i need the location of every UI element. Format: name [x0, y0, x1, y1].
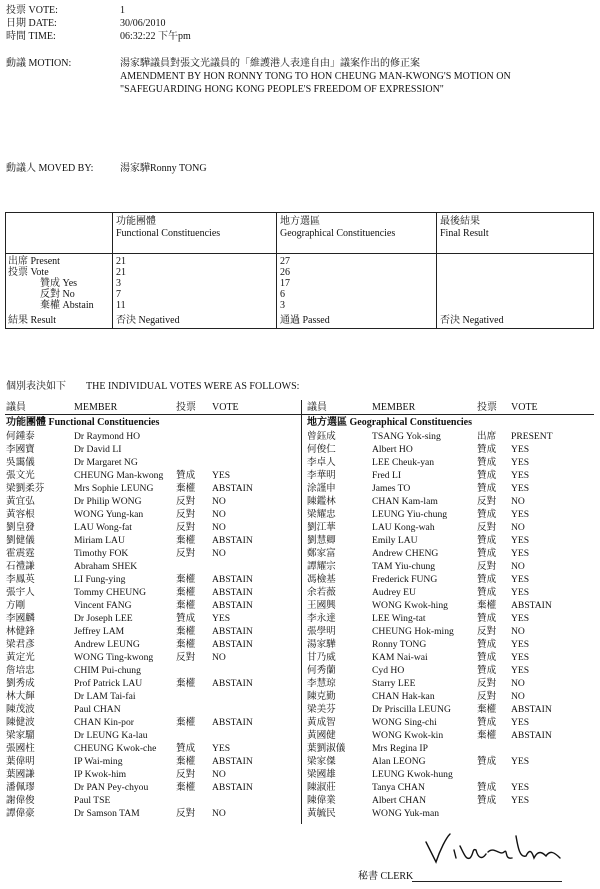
member-name-en: CHAN Kam-lam: [372, 496, 438, 507]
vote-zh: 反對: [477, 626, 497, 637]
member-name-en: TAM Yiu-chung: [372, 561, 436, 572]
motion-title-en-1: AMENDMENT BY HON RONNY TONG TO HON CHEUNG MAN-KWONG'S MOTION ON: [120, 71, 511, 82]
member-name-zh: 李慧琼: [307, 678, 336, 689]
vote-en: YES: [511, 535, 530, 546]
vote-zh: 棄權: [477, 600, 497, 611]
vote-en: YES: [511, 782, 530, 793]
vote-en: ABSTAIN: [511, 600, 552, 611]
member-name-en: WONG Sing-chi: [372, 717, 437, 728]
vote-zh: 棄權: [176, 587, 196, 598]
member-name-zh: 張學明: [307, 626, 336, 637]
vote-en: NO: [212, 652, 226, 663]
member-name-zh: 方剛: [6, 600, 26, 611]
vote-zh: 贊成: [477, 717, 497, 728]
member-name-en: Jeffrey LAM: [74, 626, 125, 637]
vote-zh: 反對: [477, 522, 497, 533]
member-name-en: LEUNG Kwok-hung: [372, 769, 453, 780]
row-vote-label: 投票 Vote: [8, 267, 49, 278]
member-name-en: LAU Kong-wah: [372, 522, 435, 533]
vote-en: YES: [212, 470, 231, 481]
vote-zh: 贊成: [176, 470, 196, 481]
motion-label: 動議 MOTION:: [6, 58, 72, 69]
fc-col-member-en: MEMBER: [74, 402, 118, 413]
row-yes-gc: 17: [280, 278, 290, 289]
member-name-en: Prof Patrick LAU: [74, 678, 143, 689]
row-result-label: 結果 Result: [8, 315, 57, 326]
member-name-en: Abraham SHEK: [74, 561, 138, 572]
col-final-zh: 最後結果: [440, 216, 480, 227]
vote-zh: 棄權: [477, 730, 497, 741]
vote-en: ABSTAIN: [511, 730, 552, 741]
member-name-en: CHEUNG Kwok-che: [74, 743, 157, 754]
row-vote-fc: 21: [116, 267, 126, 278]
member-name-en: WONG Ting-kwong: [74, 652, 154, 663]
row-no-gc: 6: [280, 289, 285, 300]
member-name-zh: 梁國雄: [307, 769, 336, 780]
vote-en: YES: [511, 639, 530, 650]
member-name-en: Andrew CHENG: [372, 548, 439, 559]
member-name-zh: 梁家傑: [307, 756, 336, 767]
vote-zh: 反對: [176, 509, 196, 520]
member-name-zh: 林健鋒: [6, 626, 35, 637]
member-name-en: CHEUNG Man-kwong: [74, 470, 164, 481]
vote-zh: 反對: [477, 561, 497, 572]
member-name-en: LEE Cheuk-yan: [372, 457, 435, 468]
member-name-en: Frederick FUNG: [372, 574, 438, 585]
gc-col-vote-zh: 投票: [477, 402, 497, 413]
member-name-zh: 余若薇: [307, 587, 336, 598]
member-name-zh: 吳靄儀: [6, 457, 35, 468]
vote-zh: 贊成: [477, 652, 497, 663]
member-name-en: Albert HO: [372, 444, 413, 455]
vote-en: YES: [511, 457, 530, 468]
vote-en: YES: [511, 587, 530, 598]
member-name-zh: 謝偉俊: [6, 795, 35, 806]
row-present-fc: 21: [116, 256, 126, 267]
vote-zh: 反對: [176, 808, 196, 819]
member-name-zh: 梁君彥: [6, 639, 35, 650]
member-name-zh: 葉國謙: [6, 769, 35, 780]
row-result-final: 否決 Negatived: [440, 315, 504, 326]
mover-value: 湯家驊Ronny TONG: [120, 163, 207, 174]
vote-en: NO: [212, 548, 226, 559]
member-name-zh: 陳偉業: [307, 795, 336, 806]
vote-en: ABSTAIN: [212, 717, 253, 728]
motion-title-en-2: "SAFEGUARDING HONG KONG PEOPLE'S FREEDOM OF EXPRESSION": [120, 84, 444, 95]
col-final-en: Final Result: [440, 228, 489, 239]
member-name-en: LAU Wong-fat: [74, 522, 132, 533]
row-abstain-fc: 11: [116, 300, 126, 311]
member-name-zh: 黃國健: [307, 730, 336, 741]
member-name-en: Dr PAN Pey-chyou: [74, 782, 149, 793]
fc-section-title: 功能團體 Functional Constituencies: [6, 417, 160, 428]
vote-zh: 反對: [176, 496, 196, 507]
member-name-zh: 李永達: [307, 613, 336, 624]
member-name-zh: 陳茂波: [6, 704, 35, 715]
vote-zh: 棄權: [176, 639, 196, 650]
vote-en: YES: [511, 795, 530, 806]
row-yes-label: 贊成 Yes: [40, 278, 78, 289]
clerk-label: 秘書 CLERK: [358, 871, 414, 882]
member-name-en: CHAN Hak-kan: [372, 691, 435, 702]
vote-zh: 棄權: [176, 626, 196, 637]
member-name-en: Ronny TONG: [372, 639, 427, 650]
member-name-en: Alan LEONG: [372, 756, 426, 767]
vote-en: NO: [511, 691, 525, 702]
vote-label: 投票 VOTE:: [6, 5, 58, 16]
vote-zh: 贊成: [477, 444, 497, 455]
vote-en: ABSTAIN: [212, 639, 253, 650]
vote-zh: 棄權: [176, 574, 196, 585]
member-name-zh: 李鳳英: [6, 574, 35, 585]
vote-en: ABSTAIN: [212, 626, 253, 637]
member-name-en: Emily LAU: [372, 535, 418, 546]
member-name-en: Dr Priscilla LEUNG: [372, 704, 451, 715]
clerk-signature: [420, 828, 570, 868]
vote-en: YES: [212, 743, 231, 754]
row-no-label: 反對 No: [40, 289, 75, 300]
vote-en: ABSTAIN: [511, 704, 552, 715]
vote-en: ABSTAIN: [212, 483, 253, 494]
vote-en: YES: [511, 509, 530, 520]
member-name-en: Dr Philip WONG: [74, 496, 142, 507]
date-value: 30/06/2010: [120, 18, 166, 29]
member-name-zh: 詹培忠: [6, 665, 35, 676]
vote-value: 1: [120, 5, 125, 16]
member-name-en: Dr LAM Tai-fai: [74, 691, 136, 702]
vote-zh: 反對: [176, 769, 196, 780]
vote-en: YES: [511, 756, 530, 767]
member-name-zh: 李卓人: [307, 457, 336, 468]
vote-en: YES: [511, 613, 530, 624]
vote-en: NO: [511, 496, 525, 507]
member-name-zh: 梁劉柔芬: [6, 483, 45, 494]
vote-en: NO: [511, 561, 525, 572]
member-name-en: Mrs Regina IP: [372, 743, 428, 754]
vote-zh: 棄權: [176, 535, 196, 546]
row-no-fc: 7: [116, 289, 121, 300]
member-name-en: Audrey EU: [372, 587, 416, 598]
vote-zh: 棄權: [176, 600, 196, 611]
vote-zh: 反對: [477, 678, 497, 689]
vote-en: NO: [212, 522, 226, 533]
member-name-en: CHEUNG Hok-ming: [372, 626, 454, 637]
vote-zh: 贊成: [477, 613, 497, 624]
motion-title-zh: 湯家驊議員對張文光議員的「維護港人表達自由」議案作出的修正案: [120, 58, 420, 69]
vote-zh: 贊成: [477, 548, 497, 559]
vote-zh: 贊成: [477, 756, 497, 767]
member-name-en: Paul CHAN: [74, 704, 121, 715]
row-abstain-gc: 3: [280, 300, 285, 311]
member-name-zh: 葉偉明: [6, 756, 35, 767]
member-name-zh: 黃宜弘: [6, 496, 35, 507]
member-name-zh: 張文光: [6, 470, 35, 481]
vote-en: YES: [511, 548, 530, 559]
member-name-zh: 陳鑑林: [307, 496, 336, 507]
member-name-en: CHIM Pui-chung: [74, 665, 141, 676]
vote-en: YES: [511, 574, 530, 585]
member-name-zh: 黃容根: [6, 509, 35, 520]
member-name-en: WONG Kwok-hing: [372, 600, 448, 611]
mover-label: 動議人 MOVED BY:: [6, 163, 94, 174]
member-name-zh: 甘乃威: [307, 652, 336, 663]
time-label: 時間 TIME:: [6, 31, 56, 42]
vote-en: NO: [511, 522, 525, 533]
member-name-en: Dr LEUNG Ka-lau: [74, 730, 148, 741]
member-name-en: Fred LI: [372, 470, 402, 481]
member-name-en: KAM Nai-wai: [372, 652, 428, 663]
member-name-en: Andrew LEUNG: [74, 639, 140, 650]
member-name-zh: 霍震霆: [6, 548, 35, 559]
col-gc-en: Geographical Constituencies: [280, 228, 396, 239]
member-name-zh: 陳健波: [6, 717, 35, 728]
member-name-zh: 鄭家富: [307, 548, 336, 559]
member-name-zh: 譚耀宗: [307, 561, 336, 572]
row-abstain-label: 棄權 Abstain: [40, 300, 94, 311]
member-name-zh: 馮檢基: [307, 574, 336, 585]
member-name-en: Cyd HO: [372, 665, 405, 676]
vote-zh: 贊成: [477, 470, 497, 481]
member-name-zh: 潘佩璆: [6, 782, 35, 793]
col-gc-zh: 地方選區: [280, 216, 320, 227]
member-name-en: Tanya CHAN: [372, 782, 425, 793]
member-name-zh: 何俊仁: [307, 444, 336, 455]
member-name-en: WONG Kwok-kin: [372, 730, 444, 741]
vote-zh: 贊成: [477, 535, 497, 546]
member-name-zh: 陳克勤: [307, 691, 336, 702]
row-vote-gc: 26: [280, 267, 290, 278]
vote-en: YES: [511, 444, 530, 455]
member-name-en: TSANG Yok-sing: [372, 431, 441, 442]
gc-col-vote-en: VOTE: [511, 402, 538, 413]
member-name-en: Dr Samson TAM: [74, 808, 140, 819]
member-name-zh: 石禮謙: [6, 561, 35, 572]
vote-en: ABSTAIN: [212, 574, 253, 585]
member-name-zh: 陳淑莊: [307, 782, 336, 793]
vote-zh: 棄權: [176, 756, 196, 767]
member-name-zh: 李國麟: [6, 613, 35, 624]
vote-en: ABSTAIN: [212, 600, 253, 611]
member-name-zh: 李華明: [307, 470, 336, 481]
member-name-en: WONG Yung-kan: [74, 509, 144, 520]
member-name-en: Starry LEE: [372, 678, 416, 689]
member-name-en: Dr Raymond HO: [74, 431, 141, 442]
member-name-zh: 葉劉淑儀: [307, 743, 346, 754]
vote-zh: 棄權: [477, 704, 497, 715]
fc-col-vote-zh: 投票: [176, 402, 196, 413]
member-name-en: Vincent FANG: [74, 600, 132, 611]
vote-en: NO: [212, 808, 226, 819]
member-name-zh: 譚偉豪: [6, 808, 35, 819]
vote-zh: 棄權: [176, 717, 196, 728]
fc-col-vote-en: VOTE: [212, 402, 239, 413]
vote-zh: 贊成: [176, 743, 196, 754]
vote-en: NO: [212, 496, 226, 507]
vote-zh: 反對: [176, 522, 196, 533]
member-name-zh: 黃毓民: [307, 808, 336, 819]
vote-zh: 反對: [176, 652, 196, 663]
vote-en: YES: [511, 717, 530, 728]
col-fc-zh: 功能團體: [116, 216, 156, 227]
member-name-zh: 黃成智: [307, 717, 336, 728]
vote-en: YES: [511, 652, 530, 663]
member-name-zh: 劉皇發: [6, 522, 35, 533]
vote-en: NO: [511, 678, 525, 689]
member-name-en: Dr David LI: [74, 444, 122, 455]
member-name-zh: 梁美芬: [307, 704, 336, 715]
member-name-en: WONG Yuk-man: [372, 808, 440, 819]
member-name-en: LEE Wing-tat: [372, 613, 426, 624]
vote-en: YES: [511, 470, 530, 481]
vote-zh: 贊成: [477, 639, 497, 650]
row-present-label: 出席 Present: [8, 256, 60, 267]
vote-zh: 贊成: [176, 613, 196, 624]
vote-zh: 贊成: [477, 483, 497, 494]
member-name-en: Tommy CHEUNG: [74, 587, 147, 598]
vote-en: ABSTAIN: [212, 535, 253, 546]
vote-zh: 贊成: [477, 457, 497, 468]
member-name-zh: 何秀蘭: [307, 665, 336, 676]
vote-zh: 反對: [176, 548, 196, 559]
member-name-en: Dr Margaret NG: [74, 457, 138, 468]
summary-table: [5, 212, 594, 329]
vote-zh: 贊成: [477, 509, 497, 520]
member-name-zh: 劉慧卿: [307, 535, 336, 546]
member-name-zh: 張宇人: [6, 587, 35, 598]
member-name-zh: 張國柱: [6, 743, 35, 754]
vote-en: NO: [212, 509, 226, 520]
member-name-zh: 何鍾泰: [6, 431, 35, 442]
row-yes-fc: 3: [116, 278, 121, 289]
vote-en: YES: [212, 613, 231, 624]
member-name-en: LEUNG Yiu-chung: [372, 509, 448, 520]
gc-col-member-zh: 議員: [307, 402, 327, 413]
vote-en: NO: [212, 769, 226, 780]
member-name-zh: 曾鈺成: [307, 431, 336, 442]
vote-en: YES: [511, 665, 530, 676]
member-name-en: Paul TSE: [74, 795, 111, 806]
member-name-zh: 湯家驊: [307, 639, 336, 650]
vote-en: YES: [511, 483, 530, 494]
vote-en: NO: [511, 626, 525, 637]
member-name-en: IP Wai-ming: [74, 756, 123, 767]
member-name-zh: 劉江華: [307, 522, 336, 533]
member-name-zh: 李國寶: [6, 444, 35, 455]
vote-zh: 贊成: [477, 795, 497, 806]
member-name-zh: 王國興: [307, 600, 336, 611]
vote-zh: 棄權: [176, 782, 196, 793]
vote-zh: 贊成: [477, 782, 497, 793]
member-name-zh: 劉秀成: [6, 678, 35, 689]
member-name-en: Dr Joseph LEE: [74, 613, 133, 624]
gc-section-title: 地方選區 Geographical Constituencies: [307, 417, 472, 428]
vote-zh: 贊成: [477, 574, 497, 585]
vote-zh: 反對: [477, 496, 497, 507]
col-fc-en: Functional Constituencies: [116, 228, 221, 239]
vote-zh: 贊成: [477, 665, 497, 676]
member-name-en: LI Fung-ying: [74, 574, 126, 585]
member-name-zh: 梁家騮: [6, 730, 35, 741]
member-name-en: CHAN Kin-por: [74, 717, 134, 728]
vote-en: PRESENT: [511, 431, 553, 442]
member-name-en: Albert CHAN: [372, 795, 427, 806]
votes-heading-en: THE INDIVIDUAL VOTES WERE AS FOLLOWS:: [86, 381, 300, 392]
member-name-zh: 林大輝: [6, 691, 35, 702]
vote-zh: 贊成: [477, 587, 497, 598]
vote-en: ABSTAIN: [212, 678, 253, 689]
vote-zh: 棄權: [176, 483, 196, 494]
votes-heading-zh: 個別表決如下: [6, 381, 66, 392]
member-name-zh: 劉健儀: [6, 535, 35, 546]
vote-zh: 棄權: [176, 678, 196, 689]
vote-zh: 出席: [477, 431, 497, 442]
row-present-gc: 27: [280, 256, 290, 267]
member-name-en: Timothy FOK: [74, 548, 129, 559]
vote-en: ABSTAIN: [212, 782, 253, 793]
date-label: 日期 DATE:: [6, 18, 57, 29]
row-result-gc: 通過 Passed: [280, 315, 330, 326]
row-result-fc: 否決 Negatived: [116, 315, 180, 326]
time-value: 06:32:22 下午pm: [120, 31, 191, 42]
member-name-en: Mrs Sophie LEUNG: [74, 483, 154, 494]
member-name-en: James TO: [372, 483, 411, 494]
gc-col-member-en: MEMBER: [372, 402, 416, 413]
member-name-en: Miriam LAU: [74, 535, 125, 546]
member-name-zh: 梁耀忠: [307, 509, 336, 520]
vote-en: ABSTAIN: [212, 756, 253, 767]
fc-col-member-zh: 議員: [6, 402, 26, 413]
member-name-en: IP Kwok-him: [74, 769, 127, 780]
member-name-zh: 黃定光: [6, 652, 35, 663]
member-name-zh: 涂謹申: [307, 483, 336, 494]
vote-en: ABSTAIN: [212, 587, 253, 598]
vote-zh: 反對: [477, 691, 497, 702]
